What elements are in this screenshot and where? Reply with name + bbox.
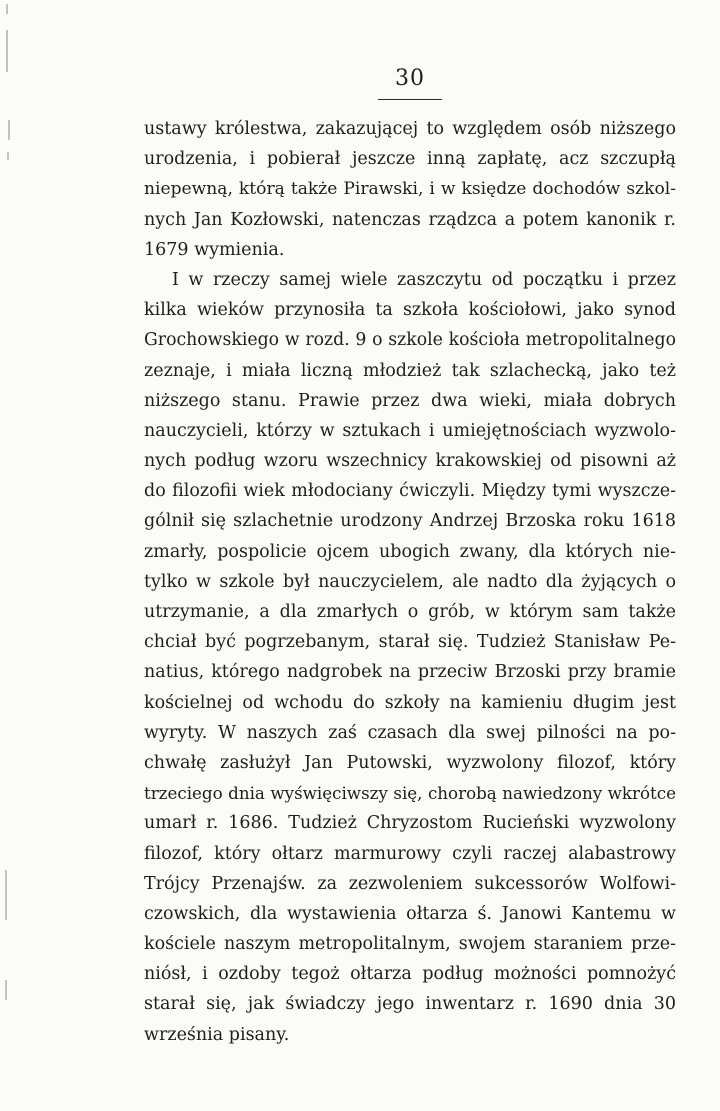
text-line: urodzenia, i pobierał jeszcze inną zapłatę, acz szczupłą [144,149,676,170]
text-line: kościelnej od wchodu do szkoły na kamieniu długim jest [144,692,676,713]
text-line: gólnił się szlachetnie urodzony Andrzej Brzoska roku 1618 [144,511,676,532]
text-line: zmarły, pospolicie ojcem ubogich zwany, dla których nie- [144,541,676,562]
text-line: niósł, i ozdoby tegoż ołtarza podług możności pomnożyć [144,964,676,985]
text-line: trzeciego dnia wyświęciwszy się, chorobą nawiedzony wkrótce [144,783,676,804]
text-line: chwałę zasłużył Jan Putowski, wyzwolony filozof, który [144,752,676,773]
text-line: zeznaje, i miała liczną młodzież tak szlachecką, jako też [144,360,676,381]
text-line: nych podług wzoru wszechnicy krakowskiej od pisowni aż [144,451,676,472]
page-number-rule [378,99,442,100]
text-line: września pisany. [144,1024,290,1045]
text-line: wyryty. W naszych zaś czasach dla swej pilności na po- [144,722,676,743]
text-line: tylko w szkole był nauczycielem, ale nadto dla żyjących o [144,571,676,592]
text-line: utrzymanie, a dla zmarłych o grób, w którym sam także [144,602,676,622]
page-number: 30 [395,66,425,91]
text-line: nauczycieli, którzy w sztukach i umiejętnościach wyzwolo- [144,420,676,441]
text-line: czowskich, dla wystawienia ołtarza ś. Janowi Kantemu w [144,903,676,924]
text-line-paragraph-start: I w rzeczy samej wiele zaszczytu od początku i przez [172,269,676,290]
text-line: kościele naszym metropolitalnym, swojem staraniem prze- [144,934,676,955]
text-line: filozof, który ołtarz marmurowy czyli raczej alabastrowy [144,843,676,864]
text-line: do filozofii wiek młodociany ćwiczyli. Między tymi wyszcze- [144,481,676,502]
text-line: nych Jan Kozłowski, natenczas rządzca a potem kanonik r. [144,209,676,230]
margin-ink-marks [0,0,24,1111]
text-line: 1679 wymienia. [144,239,285,260]
text-line: kilka wieków przynosiła ta szkoła kościołowi, jako synod [144,300,676,321]
text-line: niższego stanu. Prawie przez dwa wieki, miała dobrych [144,390,676,411]
body-text [144,114,676,1050]
text-line: Grochowskiego w rozd. 9 o szkole kościoła metropolitalnego [144,330,676,351]
text-line: natius, którego nadgrobek na przeciw Brzoski przy bramie [144,662,676,683]
text-line: starał się, jak świadczy jego inwentarz r. 1690 dnia 30 [144,994,676,1015]
text-line: ustawy królestwa, zakazującej to względem osób niższego [144,119,676,139]
text-line: chciał być pogrzebanym, starał się. Tudzież Stanisław Pe- [144,632,676,653]
text-line: niepewną, którą także Pirawski, i w księdze dochodów szkol- [144,179,676,200]
text-line: Trójcy Przenajśw. za zezwoleniem sukcessorów Wolfowi- [144,873,676,894]
text-line: umarł r. 1686. Tudzież Chryzostom Rucieński wyzwolony [144,813,676,834]
